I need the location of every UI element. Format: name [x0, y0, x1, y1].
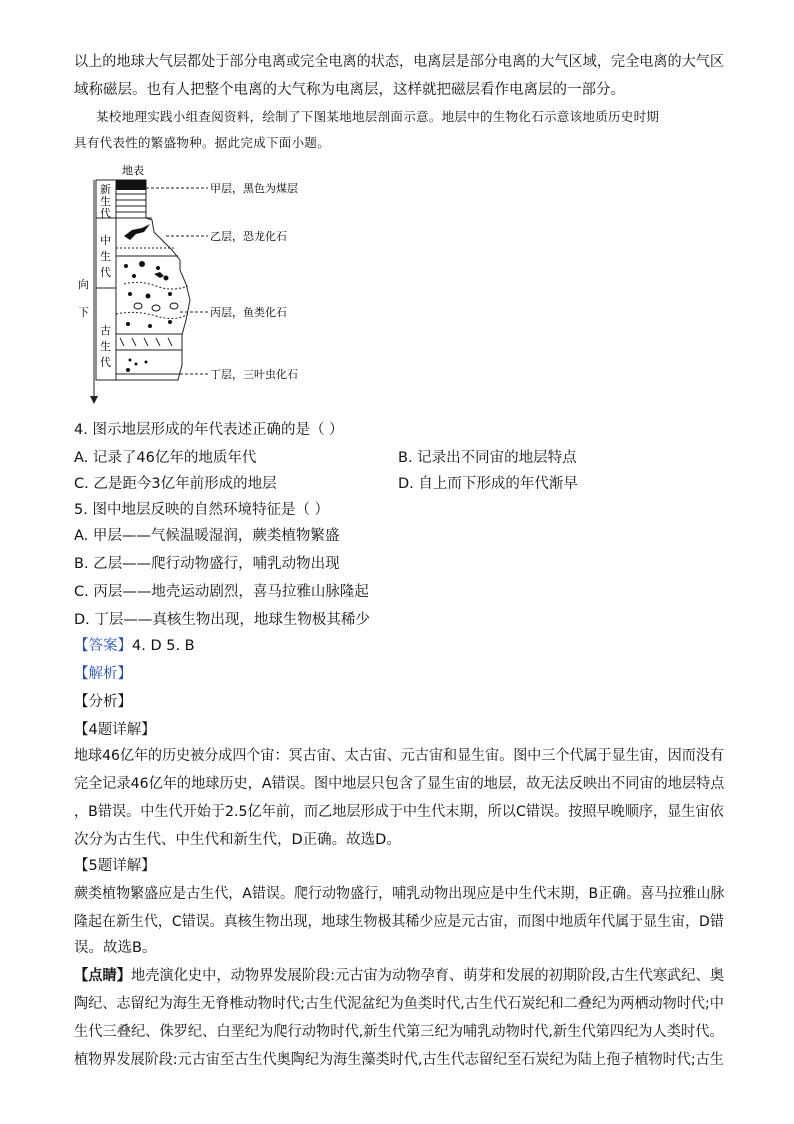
- q4-option-c: C. 乙是距今3亿年前形成的地层: [74, 476, 277, 492]
- tip-tag: 【点睛】: [74, 968, 131, 984]
- arrow-down-icon: [90, 396, 98, 404]
- question-5-stem: 5. 图中地层反映的自然环境特征是（ ）: [74, 502, 330, 518]
- q5-option-a: A. 甲层——气候温暖湿润，蕨类植物繁盛: [74, 528, 340, 544]
- trilobite-fossil-icon: [126, 368, 130, 372]
- strata-diagram: [70, 160, 350, 410]
- direction-char: 向: [78, 278, 89, 291]
- q4-option-b: B. 记录出不同宙的地层特点: [398, 450, 577, 466]
- tip-line: 生代三叠纪、侏罗纪、白垩纪为爬行动物时代,新生代第三纪为哺乳动物时代,新生代第四纪为人类时代。: [74, 1024, 724, 1040]
- fenxi-tag: 【分析】: [74, 694, 132, 710]
- detail5-line: 蕨类植物繁盛应是古生代，A错误。爬行动物盛行，哺乳动物出现应是中生代末期，B正确。喜马拉雅山脉: [74, 886, 725, 902]
- layer-label-yi: 乙层，恐龙化石: [210, 230, 287, 243]
- paragraph-line: 域称磁层。也有人把整个电离的大气称为电离层，这样就把磁层看作电离层的一部分。: [74, 82, 625, 98]
- layer-label-jia: 甲层，黑色为煤层: [210, 182, 298, 195]
- era-char: 古: [100, 324, 111, 337]
- tip-line-1: [74, 966, 724, 986]
- era-char: 代: [100, 207, 111, 220]
- intro-line: 具有代表性的繁盛物种。据此完成下面小题。: [74, 135, 331, 150]
- direction-char: 下: [78, 306, 89, 319]
- q5-option-c: C. 丙层——地壳运动剧烈，喜马拉雅山脉隆起: [74, 584, 369, 600]
- answer-text: 4. D 5. B: [132, 638, 195, 654]
- surface-label: 地表: [122, 164, 144, 177]
- paragraph-line: 以上的地球大气层都处于部分电离或完全电离的状态，电离层是部分电离的大气区域，完全电离的大气区: [74, 54, 724, 70]
- answer-tag: 【答案】: [74, 638, 132, 654]
- era-char: 生: [100, 250, 111, 263]
- detail4-header: 【4题详解】: [74, 722, 156, 738]
- answer-line: [74, 636, 195, 656]
- q4-option-d: D. 自上而下形成的年代渐早: [398, 476, 578, 492]
- detail5-header: 【5题详解】: [74, 858, 156, 874]
- q5-option-d: D. 丁层——真核生物出现，地球生物极其稀少: [74, 612, 370, 628]
- tip-line: 陶纪、志留纪为海生无脊椎动物时代;古生代泥盆纪为鱼类时代,古生代石炭纪和二叠纪为两栖动物时代;中: [74, 996, 724, 1012]
- coal-layer: [116, 180, 146, 190]
- layer-label-ding: 丁层，三叶虫化石: [210, 368, 298, 381]
- layer-label-bing: 丙层，鱼类化石: [210, 306, 287, 319]
- era-char: 代: [100, 266, 111, 279]
- analysis-tag: 【解析】: [74, 666, 132, 682]
- intro-line: 某校地理实践小组查阅资料，绘制了下图某地地层剖面示意。地层中的生物化石示意该地质历史时期: [96, 109, 660, 124]
- detail4-line: 完全记录46亿年的地球历史，A错误。图中地层只包含了显生宙的地层，故无法反映出不同宙的地层特点: [74, 776, 725, 792]
- era-char: 中: [100, 234, 111, 247]
- tip-line: 植物界发展阶段:元古宙至古生代奥陶纪为海生藻类时代,古生代志留纪至石炭纪为陆上孢子植物时代;古生: [74, 1052, 724, 1068]
- fish-fossil-icon: [154, 272, 164, 278]
- era-char: 代: [100, 356, 111, 369]
- era-char: 新: [100, 183, 111, 196]
- dinosaur-fossil-icon: [124, 224, 150, 240]
- era-char: 生: [100, 340, 111, 353]
- tip-text: 地壳演化史中，动物界发展阶段:元古宙为动物孕育、萌芽和发展的初期阶段,古生代寒武纪、奥: [130, 968, 725, 984]
- detail5-line: 误。故选B。: [74, 940, 157, 956]
- detail5-line: 隆起在新生代，C错误。真核生物出现，地球生物极其稀少应是元古宙，而图中地质年代属于显生宙，D错: [74, 914, 724, 930]
- detail4-line: ，B错误。中生代开始于2.5亿年前，而乙地层形成于中生代末期，所以C错误。按照早晚顺序，显生宙依: [74, 804, 724, 820]
- era-char: 生: [100, 195, 111, 208]
- question-4-stem: 4. 图示地层形成的年代表述正确的是（ ）: [74, 422, 344, 438]
- q4-option-a: A. 记录了46亿年的地质年代: [74, 450, 257, 466]
- detail4-line: 次分为古生代、中生代和新生代，D正确。故选D。: [74, 832, 401, 848]
- q5-option-b: B. 乙层——爬行动物盛行，哺乳动物出现: [74, 556, 340, 572]
- detail4-line: 地球46亿年的历史被分成四个宙：冥古宙、太古宙、元古宙和显生宙。图中三个代属于显生宙，因而没有: [74, 748, 724, 764]
